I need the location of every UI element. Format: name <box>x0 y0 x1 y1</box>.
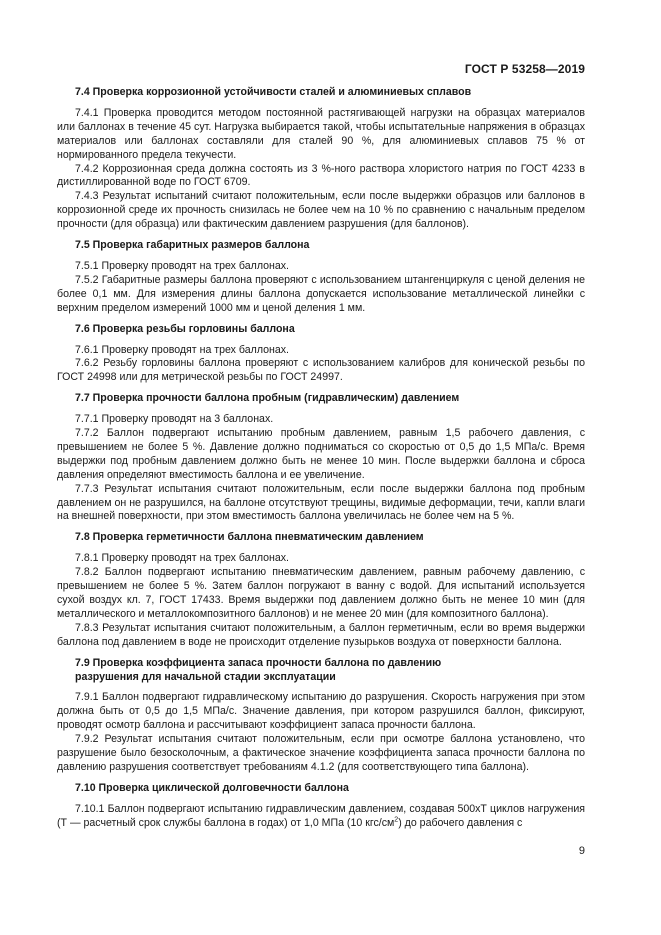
page-number: 9 <box>578 845 585 857</box>
paragraph: 7.7.1 Проверку проводят на 3 баллонах. <box>75 413 274 426</box>
document-header: ГОСТ Р 53258—2019 <box>464 62 585 76</box>
paragraph: 7.7.3 Результат испытания считают положительным, если после выдержки баллона под пробным давлением он не разрушился, на баллоне отсутствуют трещины, видимые деформации, течи, капли влаги на внешней поверхности, при этом вместимость баллона увеличилась не более чем на 5 %. <box>57 482 585 523</box>
paragraph: 7.4.1 Проверка проводится методом постоянной растягивающей нагрузки на образцах материалов или баллонах в течение 45 сут. Нагрузка выбирается такой, чтобы испытательные напряжения в образцах материалов или баллонах составляли для сталей 90 %, для алюминиевых сплавов 75 % от нормированного предела текучести. <box>57 106 585 161</box>
paragraph-text: 7.10.1 Баллон подвергают испытанию гидравлическим давлением, создавая 500хТ циклов нагружения (Т — расчетный срок службы баллона в годах) от 1,0 МПа (10 кгс/см <box>57 802 585 829</box>
paragraph: 7.8.1 Проверку проводят на трех баллонах. <box>75 552 289 565</box>
paragraph: 7.7.2 Баллон подвергают испытанию пробным давлением, равным 1,5 рабочего давления, с превышением не более 5 %. Давление должно подниматься со скоростью от 0,5 до 1,5 МПа/с. Время выдержки под пробным давлением должно быть не менее 10 мин. После выдержки баллона и сброса давления определяют вместимость баллона и ее увеличение. <box>57 427 585 481</box>
section-heading: 7.6 Проверка резьбы горловины баллона <box>75 322 295 335</box>
paragraph: 7.8.3 Результат испытания считают положительным, а баллон герметичным, если во время выдержки баллона под давлением в воде не происходит отделение пузырьков воздуха от поверхности баллона. <box>57 621 585 648</box>
section-7-7 <box>57 392 585 524</box>
paragraph: 7.6.2 Резьбу горловины баллона проверяют с использованием калибров для конической резьбы по ГОСТ 24998 или для метрической резьбы по ГОСТ 24997. <box>57 357 585 384</box>
paragraph: 7.4.2 Коррозионная среда должна состоять из 3 %-ного раствора хлористого натрия по ГОСТ 4233 в дистиллированной воде по ГОСТ 6709. <box>57 162 585 189</box>
paragraph: 7.5.2 Габаритные размеры баллона проверяют с использованием штангенциркуля с ценой деления не более 0,1 мм. Для измерения длины баллона допускается использование металлической линейки с верхним пределом измерений 1000 мм и ценой деления 1 мм. <box>57 273 585 314</box>
section-heading: 7.8 Проверка герметичности баллона пневматическим давлением <box>75 531 424 544</box>
paragraph <box>57 803 585 831</box>
paragraph: 7.5.1 Проверку проводят на трех баллонах. <box>75 259 289 272</box>
section-7-4 <box>57 86 585 232</box>
paragraph: 7.9.1 Баллон подвергают гидравлическому испытанию до разрушения. Скорость нагружения при этом должна быть от 0,5 до 1,5 МПа/с. Значение давления, при котором разрушился баллон, фиксируют, проводят осмотр баллона и рассчитывают коэффициент запаса прочности баллона. <box>57 691 585 732</box>
section-7-8 <box>57 531 585 649</box>
document-body <box>57 86 585 838</box>
section-7-10 <box>57 782 585 831</box>
section-heading: 7.7 Проверка прочности баллона пробным (гидравлическим) давлением <box>75 392 460 405</box>
superscript: 2 <box>394 816 399 824</box>
paragraph: 7.8.2 Баллон подвергают испытанию пневматическим давлением, равным рабочему давлению, с превышением не более 5 %. Затем баллон погружают в ванну с водой. Для испытаний используется сухой воздух кл. 7, ГОСТ 17433. Время выдержки под давлением должно быть не менее 10 мин (для металлического и металлокомпозитного баллонов) и не менее 20 мин (для композитного баллона). <box>57 566 585 620</box>
paragraph-tail: ) до рабочего давления с <box>398 816 523 829</box>
section-heading: 7.4 Проверка коррозионной устойчивости сталей и алюминиевых сплавов <box>75 86 472 98</box>
paragraph: 7.6.1 Проверку проводят на трех баллонах. <box>75 343 289 356</box>
section-heading: 7.5 Проверка габаритных размеров баллона <box>75 239 310 252</box>
paragraph: 7.9.2 Результат испытания считают положительным, если при осмотре баллона установлено, что разрушение было безосколочным, а фактическое значение коэффициента запаса прочности баллона по давлению разрушения соответствует требованиям 4.1.2 (для соответствующего типа баллона). <box>57 733 585 773</box>
section-heading: 7.10 Проверка циклической долговечности баллона <box>75 781 349 794</box>
paragraph: 7.4.3 Результат испытаний считают положительным, если после выдержки образцов или баллонов в коррозионной среде их прочность снизилась не более чем на 10 % по сравнению с начальным пределом прочности (для образца) или фактическим давлением разрушения (для баллонов). <box>57 190 585 231</box>
section-7-9 <box>57 657 585 775</box>
section-7-6 <box>57 323 585 386</box>
section-heading: 7.9 Проверка коэффициента запаса прочности баллона по давлению разрушения для начальной стадии эксплуатации <box>75 656 442 683</box>
section-7-5 <box>57 239 585 316</box>
